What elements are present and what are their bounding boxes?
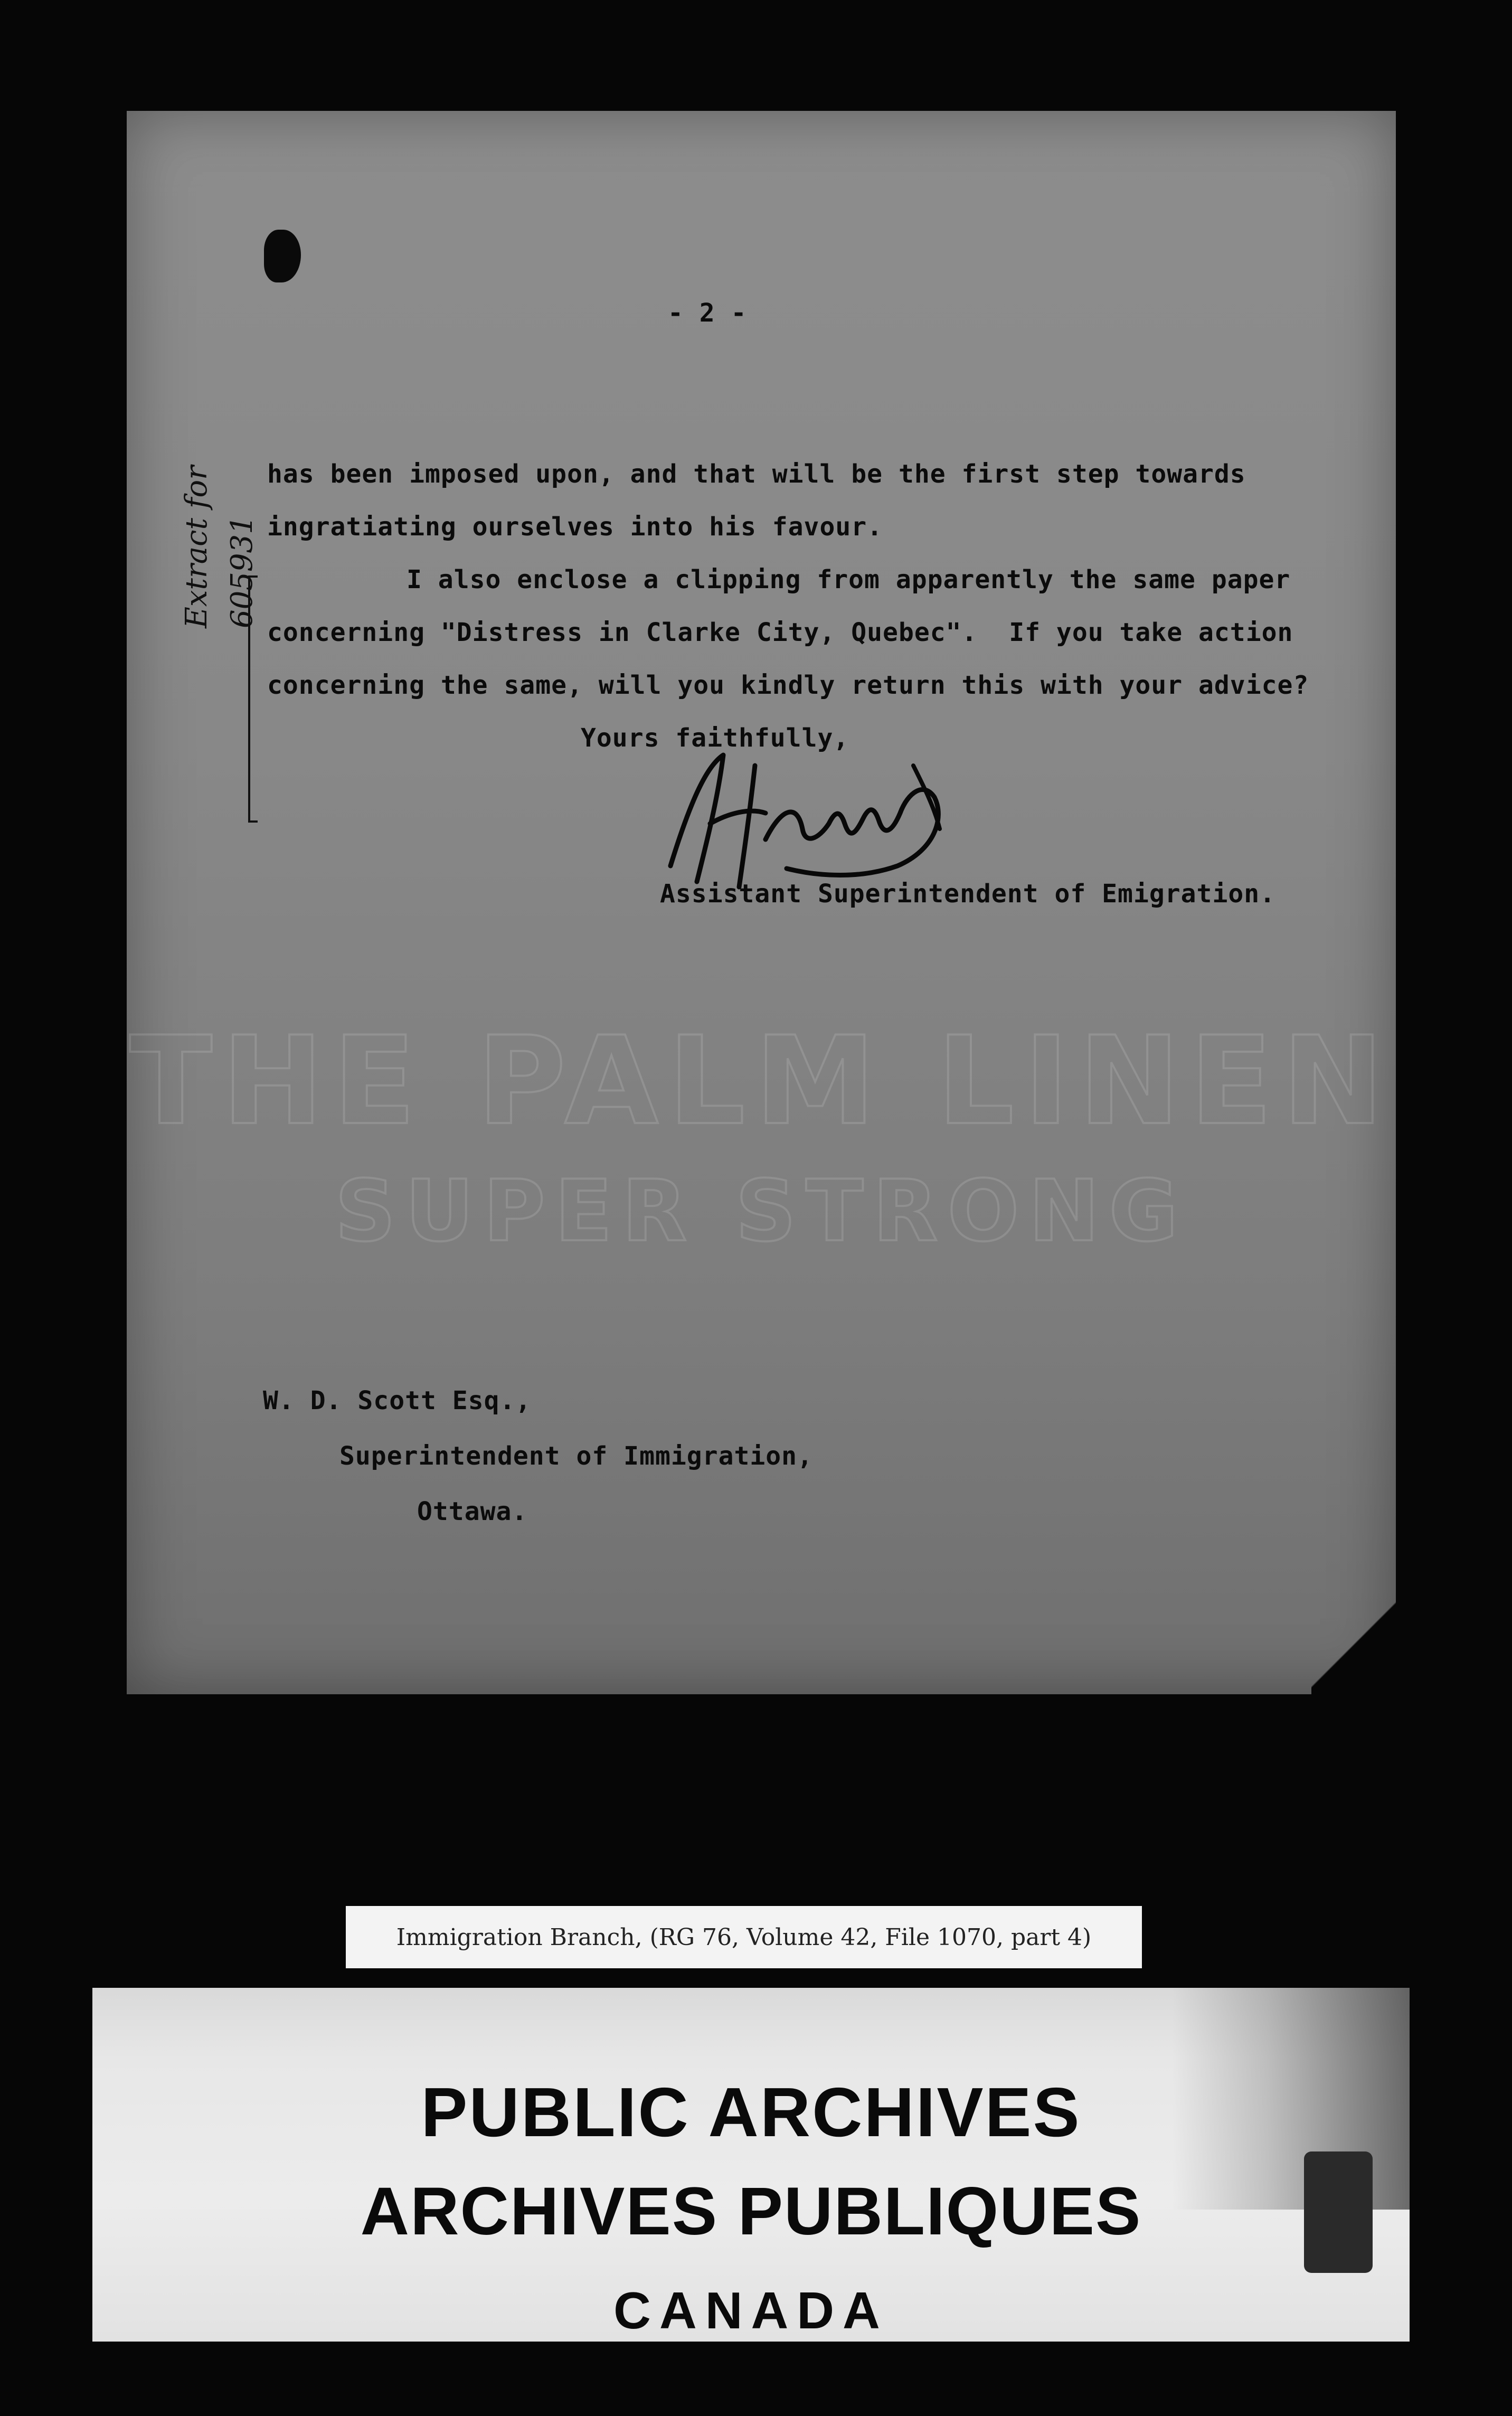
page-number: - 2 - xyxy=(668,298,747,328)
address-line-3: Ottawa. xyxy=(417,1497,528,1526)
body-line-5: concerning the same, will you kindly return this with your advice? xyxy=(267,671,1309,700)
address-line-1: W. D. Scott Esq., xyxy=(263,1386,532,1415)
body-line-3: I also enclose a clipping from apparently the same paper xyxy=(407,565,1291,594)
body-line-1: has been imposed upon, and that will be the first step towards xyxy=(267,459,1246,489)
margin-note-line-1: Extract for xyxy=(179,466,214,628)
stamp-line-1: PUBLIC ARCHIVES xyxy=(421,2073,1081,2151)
stamp-line-3: CANADA xyxy=(613,2281,889,2339)
stamp-line-2: ARCHIVES PUBLIQUES xyxy=(360,2174,1142,2249)
margin-note-line-2: 605931 xyxy=(225,515,259,628)
archives-stamp xyxy=(92,1988,1410,2342)
citation-label: Immigration Branch, (RG 76, Volume 42, File 1070, part 4) xyxy=(346,1906,1142,1968)
closing: Yours faithfully, xyxy=(581,723,849,753)
watermark-line-1: THE PALM LINEN xyxy=(129,1011,1393,1152)
watermark-line-2: SUPER STRONG xyxy=(335,1162,1188,1260)
body-line-4: concerning "Distress in Clarke City, Quebec". If you take action xyxy=(267,618,1293,647)
body-line-2: ingratiating ourselves into his favour. xyxy=(267,512,883,542)
punch-hole xyxy=(264,230,301,282)
address-line-2: Superintendent of Immigration, xyxy=(339,1441,813,1471)
handwritten-margin-note xyxy=(174,354,265,628)
signature-title: Assistant Superintendent of Emigration. xyxy=(660,879,1276,909)
letter-page xyxy=(127,111,1396,1694)
torn-corner xyxy=(1311,1573,1396,1694)
